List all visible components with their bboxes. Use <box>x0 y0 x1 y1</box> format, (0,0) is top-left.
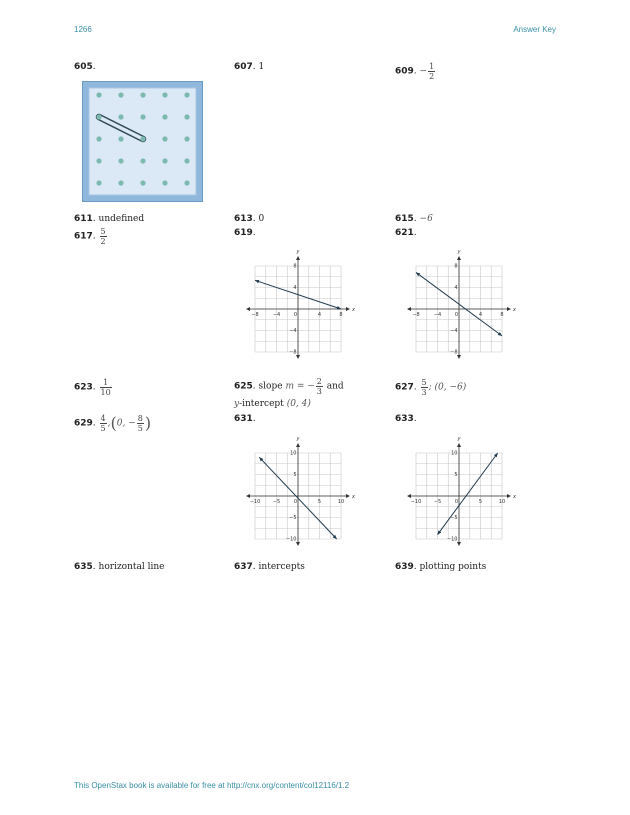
x-tick-label: 10 <box>498 499 506 505</box>
x-tick-label: −10 <box>249 499 261 505</box>
answer-611: 611. undefined <box>74 214 145 224</box>
geoboard-peg <box>118 136 123 141</box>
answer-623: 623. $\frac{1}{10}$ <box>74 378 111 397</box>
answer-617: 617. $\frac{5}{2}$ <box>74 227 106 246</box>
geoboard-peg <box>118 158 123 163</box>
x-axis-arrow-right <box>346 307 350 311</box>
answer-609: 609. − $\frac{1}{2}$ <box>395 62 435 81</box>
y-axis-arrow-down <box>296 542 300 546</box>
x-axis-label: x <box>352 494 355 500</box>
x-axis-label: x <box>513 307 516 313</box>
y-tick-label: −5 <box>450 515 458 522</box>
y-tick-label: −4 <box>289 328 297 335</box>
geoboard-peg <box>96 158 101 163</box>
geoboard-peg <box>184 114 189 119</box>
x-tick-label: 0 <box>293 499 298 505</box>
answer-625-line2: y-intercept (0, 4) <box>234 399 311 409</box>
y-axis-arrow-up <box>296 256 300 260</box>
y-tick-label: 10 <box>451 450 458 457</box>
y-axis-arrow-up <box>457 443 461 447</box>
x-tick-label: 0 <box>293 312 298 318</box>
y-axis-label: y <box>457 436 461 442</box>
x-tick-label: 10 <box>337 499 345 505</box>
series-arrow-end <box>337 306 341 309</box>
series-arrow-start <box>255 280 259 283</box>
y-tick-label: −10 <box>285 536 297 543</box>
y-tick-label: 5 <box>454 472 458 479</box>
x-tick-label: −4 <box>272 312 281 318</box>
x-axis-arrow-left <box>246 494 250 498</box>
fraction: $\frac{2}{3}$ <box>316 377 322 396</box>
fraction: $\frac{4}{5}$ <box>100 414 106 433</box>
x-tick-label: −5 <box>272 499 281 505</box>
x-tick-label: −8 <box>251 312 259 318</box>
answer-615: 615. −6 <box>395 214 433 224</box>
x-axis-label: x <box>513 494 516 500</box>
y-axis-label: y <box>296 249 300 255</box>
answer-633: 633. <box>395 414 417 424</box>
answer-627: 627. $\frac{5}{3}$ ; (0, −6) <box>395 378 467 397</box>
x-tick-label: 0 <box>454 499 459 505</box>
fraction: $\frac{1}{2}$ <box>429 62 435 81</box>
y-axis-arrow-down <box>296 355 300 359</box>
page-number: 1266 <box>74 25 92 34</box>
geoboard-peg <box>162 136 167 141</box>
x-tick-label: 8 <box>500 312 504 318</box>
answer-605: 605. <box>74 62 96 72</box>
answer-613: 613. 0 <box>234 214 265 224</box>
geoboard-peg <box>140 92 145 97</box>
x-axis-arrow-right <box>507 307 511 311</box>
y-tick-label: 8 <box>293 263 297 270</box>
geoboard-peg <box>96 180 101 185</box>
y-tick-label: 8 <box>454 263 458 270</box>
x-axis-label: x <box>352 307 355 313</box>
answer-639: 639. plotting points <box>395 562 487 572</box>
x-tick-label: 0 <box>454 312 459 318</box>
x-tick-label: −5 <box>433 499 442 505</box>
geoboard-peg <box>140 136 145 141</box>
x-axis-arrow-right <box>346 494 350 498</box>
geoboard-peg <box>118 92 123 97</box>
y-tick-label: 4 <box>293 285 297 292</box>
geoboard-peg <box>162 158 167 163</box>
y-tick-label: −5 <box>289 515 297 522</box>
answer-619: 619. <box>234 228 256 238</box>
x-axis-arrow-right <box>507 494 511 498</box>
x-tick-label: 5 <box>317 499 322 505</box>
fraction: $\frac{5}{2}$ <box>100 227 106 246</box>
x-tick-label: −4 <box>433 312 442 318</box>
answer-631: 631. <box>234 414 256 424</box>
section-title: Answer Key <box>513 25 556 34</box>
geoboard-peg <box>184 158 189 163</box>
answer-629: 629. $\frac{4}{5}$ ,(0, − $\frac{8}{5}$ ) <box>74 413 152 433</box>
x-tick-label: 4 <box>478 312 483 318</box>
graph-621 <box>405 243 521 361</box>
geoboard-peg <box>162 180 167 185</box>
geoboard-peg <box>96 92 101 97</box>
graph-631 <box>244 430 360 548</box>
geoboard-peg <box>140 158 145 163</box>
geoboard-peg <box>184 92 189 97</box>
y-axis-label: y <box>296 436 300 442</box>
y-tick-label: 4 <box>454 285 458 292</box>
geoboard-peg <box>118 114 123 119</box>
fraction: $\frac{1}{10}$ <box>100 378 111 397</box>
geoboard-peg <box>184 136 189 141</box>
x-tick-label: 8 <box>339 312 343 318</box>
x-axis-arrow-left <box>246 307 250 311</box>
answer-635: 635. horizontal line <box>74 562 165 572</box>
y-axis-label: y <box>457 249 461 255</box>
geoboard-peg <box>96 136 101 141</box>
x-axis-arrow-left <box>407 307 411 311</box>
y-axis-arrow-down <box>457 355 461 359</box>
graph-619 <box>244 243 360 361</box>
y-axis-arrow-down <box>457 542 461 546</box>
y-tick-label: −4 <box>450 328 458 335</box>
y-axis-arrow-up <box>296 443 300 447</box>
geoboard-peg <box>184 180 189 185</box>
x-tick-label: 5 <box>478 499 483 505</box>
x-tick-label: −10 <box>410 499 422 505</box>
y-tick-label: 10 <box>290 450 297 457</box>
answer-625: 625. slope m = − $\frac{2}{3}$ and <box>234 377 344 396</box>
y-tick-label: 5 <box>293 472 297 479</box>
y-tick-label: −10 <box>446 536 458 543</box>
geoboard-figure <box>82 81 203 202</box>
x-tick-label: −8 <box>412 312 420 318</box>
geoboard-peg <box>118 180 123 185</box>
x-axis-arrow-left <box>407 494 411 498</box>
fraction: $\frac{8}{5}$ <box>137 414 143 433</box>
answer-637: 637. intercepts <box>234 562 305 572</box>
x-tick-label: 4 <box>317 312 322 318</box>
y-tick-label: −8 <box>289 349 297 356</box>
graph-633 <box>405 430 521 548</box>
answer-621: 621. <box>395 228 417 238</box>
geoboard-peg <box>140 180 145 185</box>
geoboard-peg <box>162 92 167 97</box>
footer-text: This OpenStax book is available for free at http://cnx.org/content/col12116/1.2 <box>74 781 350 790</box>
geoboard-peg <box>162 114 167 119</box>
series-line <box>438 450 498 535</box>
fraction: $\frac{5}{3}$ <box>421 378 427 397</box>
y-axis-arrow-up <box>457 256 461 260</box>
answer-607: 607. 1 <box>234 62 265 72</box>
y-tick-label: −8 <box>450 349 458 356</box>
geoboard-peg <box>96 114 101 119</box>
geoboard-peg <box>140 114 145 119</box>
